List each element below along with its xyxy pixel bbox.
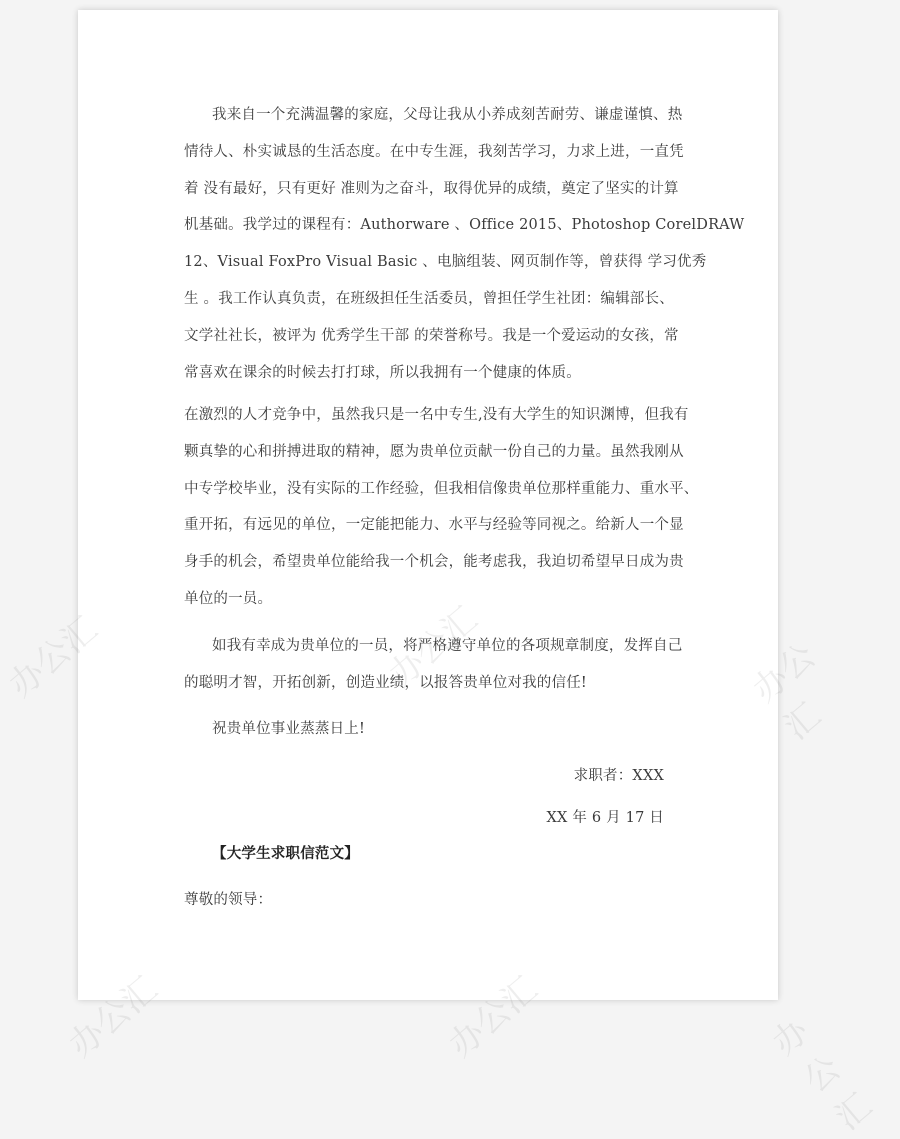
watermark: 办公汇: [745, 636, 829, 748]
closing-line: 祝贵单位事业蒸蒸日上!: [212, 721, 366, 737]
salutation: 尊敬的领导：: [184, 892, 273, 908]
signature: 求职者：XXX: [573, 768, 664, 784]
text-line: 身手的机会，希望贵单位能给我一个机会，能考虑我，我迫切希望早日成为贵: [184, 554, 684, 571]
text-line: 文学社社长，被评为 优秀学生干部 的荣誉称号。我是一个爱运动的女孩，常: [184, 327, 679, 344]
text-line: 生 。我工作认真负责，在班级担任生活委员，曾担任学生社团：编辑部长、: [184, 291, 674, 307]
watermark: 办公汇: [441, 969, 546, 1066]
text-line: 重开拓，有远见的单位，一定能把能力、水平与经验等同视之。给新人一个显: [184, 517, 684, 534]
text-line: 单位的一员。: [184, 591, 273, 607]
watermark: 办公汇: [1, 609, 106, 706]
text-line: 着 没有最好，只有更好 准则为之奋斗，取得优异的成绩，奠定了坚实的计算: [184, 180, 679, 197]
text-line: 如我有幸成为贵单位的一员，将严格遵守单位的各项规章制度，发挥自己: [212, 638, 683, 654]
text-line: 的聪明才智，开拓创新，创造业绩，以报答贵单位对我的信任!: [184, 674, 587, 691]
document-page: [78, 10, 778, 1000]
date: XX 年 6 月 17 日: [546, 810, 664, 826]
text-line: 情待人、朴实诚恳的生活态度。在中专生涯，我刻苦学习，力求上进，一直凭: [184, 143, 684, 160]
text-line: 我来自一个充满温馨的家庭，父母让我从小养成刻苦耐劳、谦虚谨慎、热: [212, 107, 683, 123]
text-line: 在激烈的人才竞争中，虽然我只是一名中专生,没有大学生的知识渊博，但我有: [184, 407, 689, 423]
watermark: 办公汇: [61, 969, 166, 1066]
section-title: 【大学生求职信范文】: [212, 845, 359, 862]
watermark: 办公汇: [764, 1010, 880, 1139]
text-line: 12、Visual FoxPro Visual Basic 、电脑组装、网页制作等，曾获得 学习优秀: [184, 254, 707, 271]
text-line: 常喜欢在课余的时候去打打球，所以我拥有一个健康的体质。: [184, 364, 581, 381]
text-line: 颗真挚的心和拼搏进取的精神，愿为贵单位贡献一份自己的力量。虽然我刚从: [184, 443, 684, 460]
text-line: 中专学校毕业，没有实际的工作经验，但我相信像贵单位那样重能力、重水平、: [184, 480, 699, 497]
text-line: 机基础。我学过的课程有：Authorware 、Office 2015、Photoshop CorelDRAW: [184, 217, 745, 234]
